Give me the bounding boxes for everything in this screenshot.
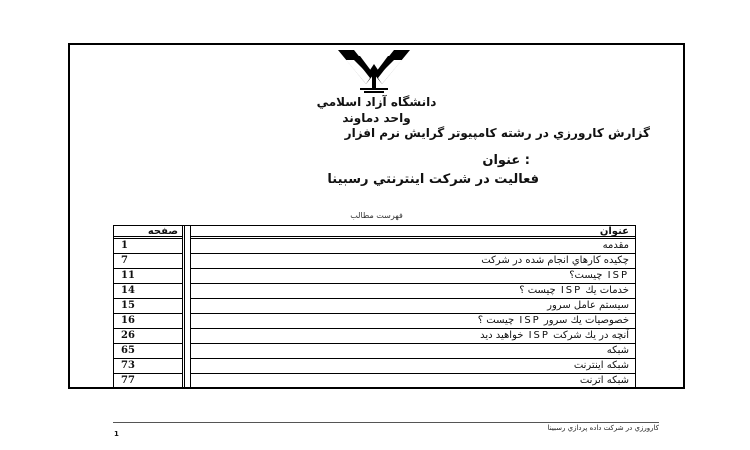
toc-caption: فهرست مطالب [350,211,403,220]
toc-page-number: 1 [114,239,182,254]
report-title: گزارش كارورزي در رشته كامپيوتر گرايش نرم افزار [344,126,650,140]
university-name: دانشگاه آزاد اسلامي [316,95,437,109]
subject-label: : عنوان [482,153,530,168]
toc-page-number: 16 [114,314,182,329]
toc-table [113,225,636,388]
page-number: 1 [114,430,119,438]
footer-text: كارورزي در شركت داده پردازي رسبينا [547,424,659,432]
toc-entry-title: شبكه اترنت [579,375,629,386]
toc-entry-title: آنچه در يك شركت ISP خواهيد ديد [191,329,635,344]
toc-title-header: عنوان [191,226,635,239]
toc-entry-title: سيستم عامل سرور [191,299,635,314]
subject-value: فعاليت در شركت اينترنتي رسبينا [327,172,539,187]
footer-divider [113,422,659,423]
toc-entry-title: ISP چيست؟ [191,269,635,284]
toc-entry-title: خدمات يك ISP چيست ؟ [191,284,635,299]
toc-title-column [190,226,635,387]
branch-name: واحد دماوند [342,111,411,125]
toc-page-number: 77 [121,375,135,386]
toc-page-number: 14 [114,284,182,299]
toc-page-column [114,226,185,387]
toc-entry-title: شبكه اينترنت [191,359,635,374]
toc-entry-title: خصوصيات يك سرور ISP چيست ؟ [191,314,635,329]
toc-page-header: صفحه [114,226,182,239]
toc-entry-title: مقدمه [191,239,635,254]
university-logo [336,48,412,96]
toc-page-number: 15 [114,299,182,314]
toc-page-number: 65 [114,344,182,359]
toc-page-number: 11 [114,269,182,284]
toc-page-number: 26 [114,329,182,344]
toc-entry-title: شبكه [191,344,635,359]
toc-page-number: 73 [114,359,182,374]
toc-entry-title: چكيده كارهاي انجام شده در شركت [191,254,635,269]
toc-page-number: 7 [114,254,182,269]
